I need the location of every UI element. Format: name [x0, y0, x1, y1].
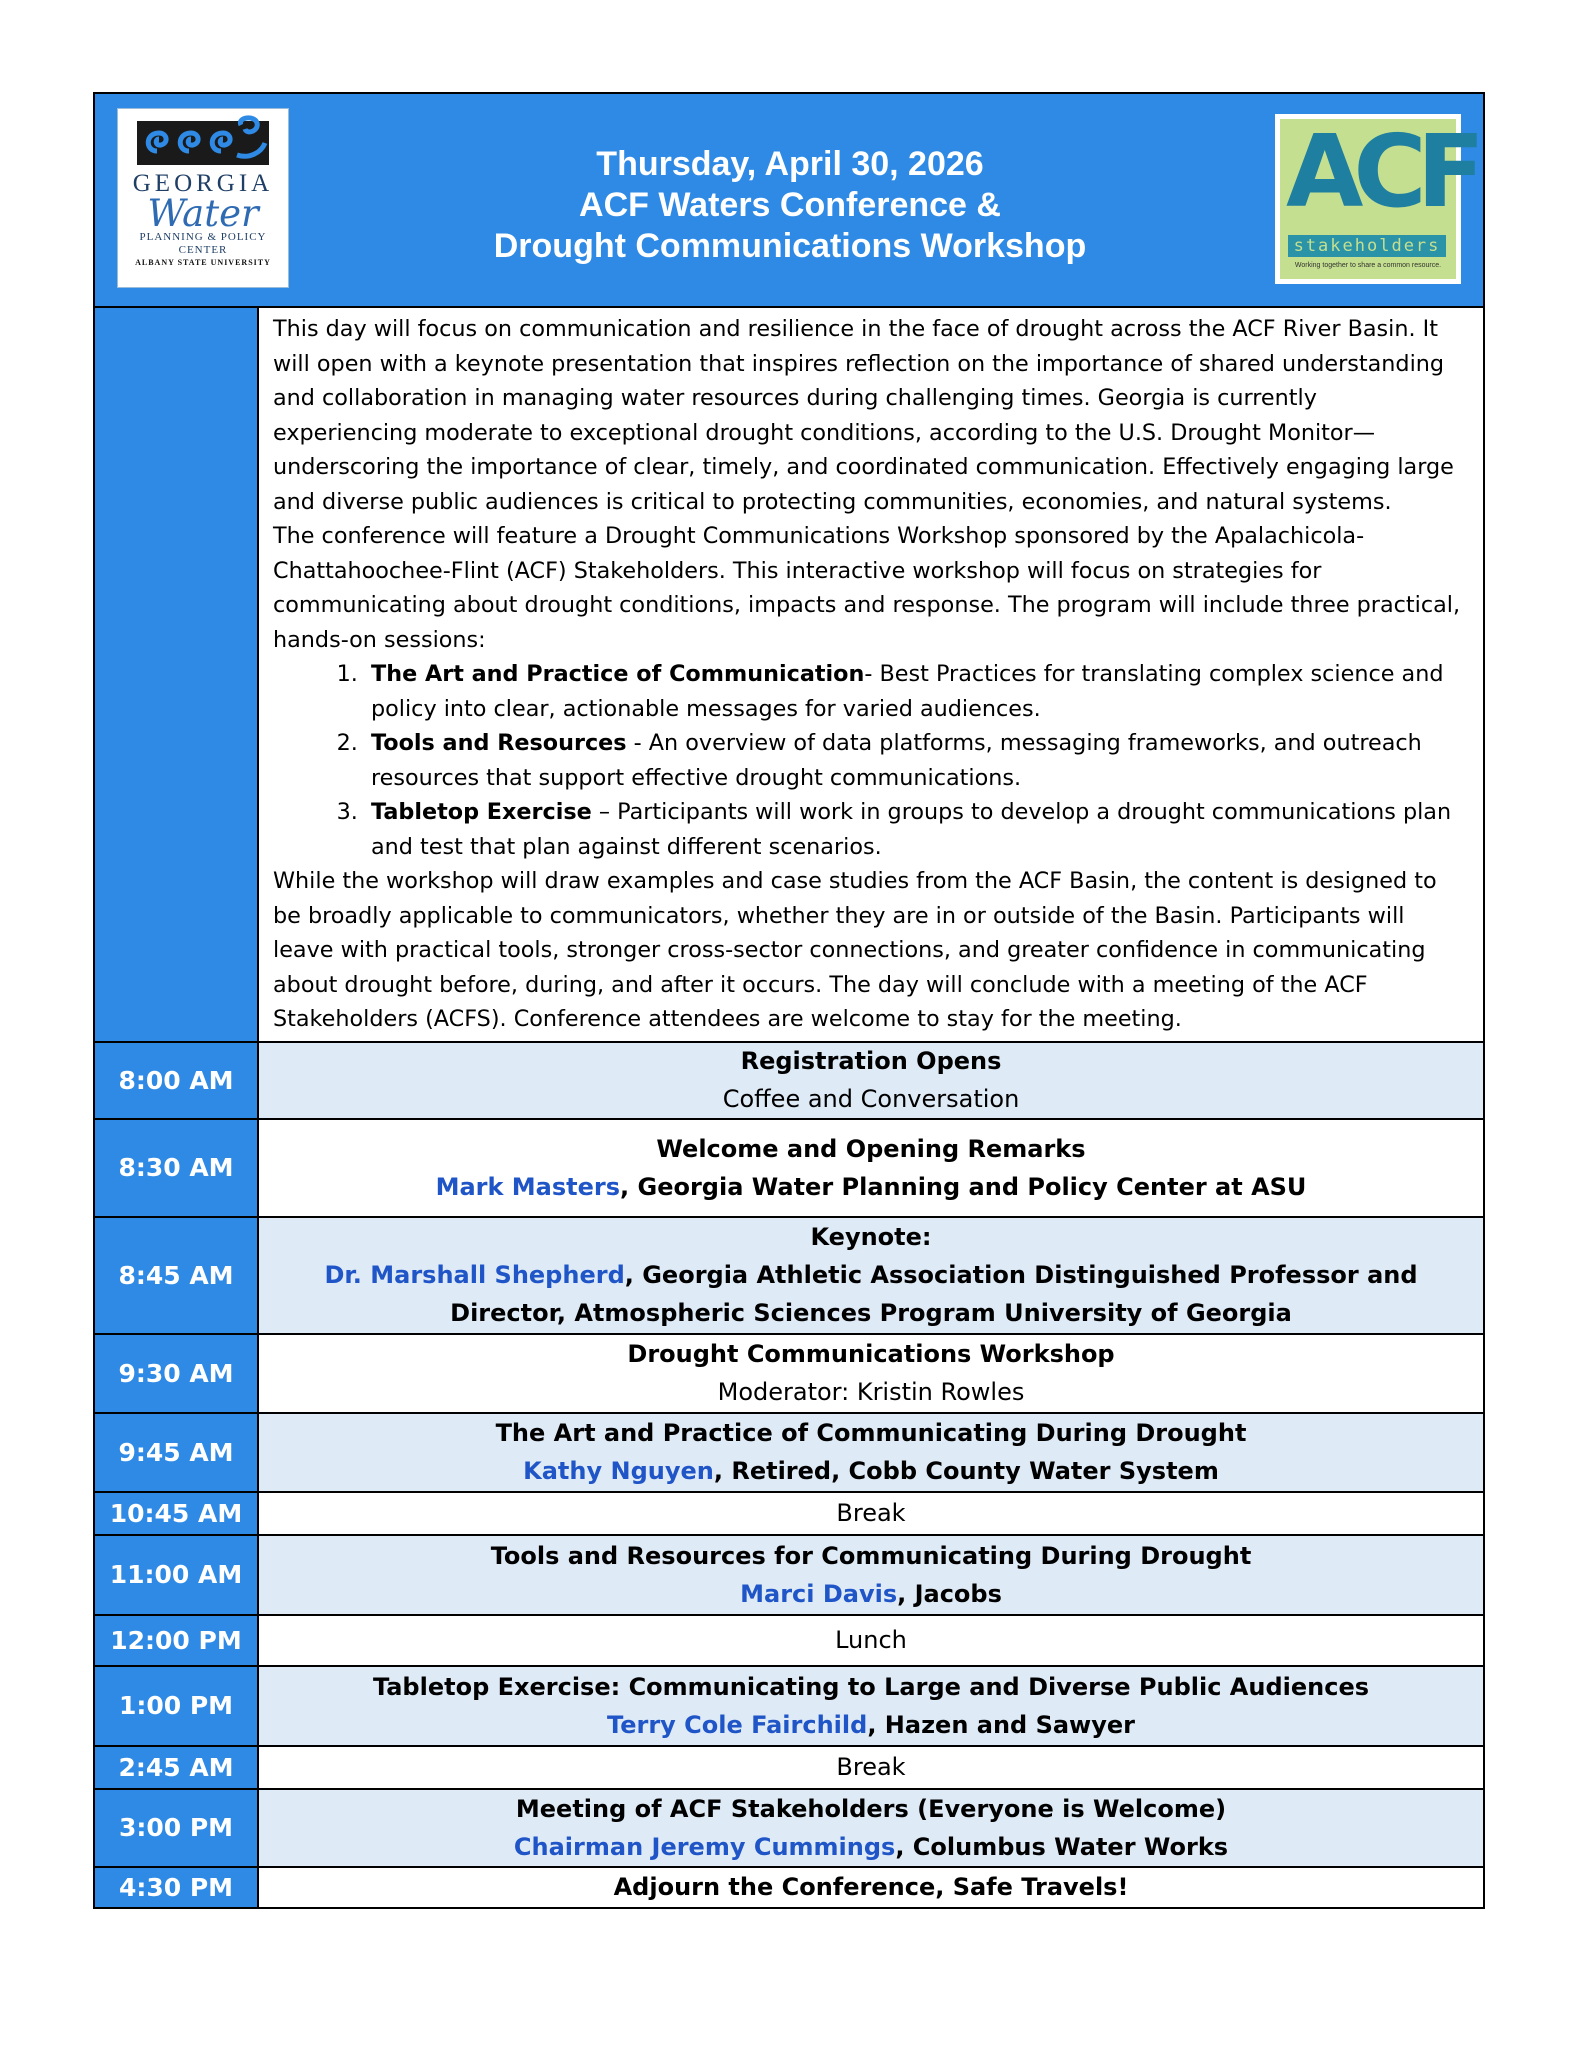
- time-cell: 10:45 AM: [95, 1493, 259, 1534]
- table-row: 8:45 AM Keynote: Dr. Marshall Shepherd, Georgia Athletic Association Distinguished Professor and Director, Atmospheric Sciences Program University of Georgia: [95, 1218, 1483, 1335]
- table-row: 10:45 AM Break: [95, 1493, 1483, 1536]
- time-cell: 8:30 AM: [95, 1120, 259, 1216]
- table-row: 9:30 AM Drought Communications Workshop Moderator: Kristin Rowles: [95, 1335, 1483, 1414]
- time-cell: 4:30 PM: [95, 1868, 259, 1907]
- time-cell: 9:30 AM: [95, 1335, 259, 1412]
- schedule-table: [95, 1043, 1483, 1907]
- table-row: 3:00 PM Meeting of ACF Stakeholders (Everyone is Welcome) Chairman Jeremy Cummings, Columbus Water Works: [95, 1790, 1483, 1868]
- speaker-name: Mark Masters: [435, 1172, 621, 1201]
- logo-georgia-text: GEORGIA: [132, 170, 274, 197]
- list-item: 3. Tabletop Exercise – Participants will work in groups to develop a drought communications plan and test that plan against different scenarios.: [365, 795, 1467, 864]
- time-cell: 1:00 PM: [95, 1667, 259, 1745]
- intro-section: [95, 308, 1483, 1043]
- time-cell: 3:00 PM: [95, 1790, 259, 1866]
- page-title: [395, 144, 1185, 267]
- time-cell: 2:45 AM: [95, 1747, 259, 1788]
- time-cell: 11:00 AM: [95, 1536, 259, 1614]
- title-conference: ACF Waters Conference &: [579, 186, 1001, 224]
- wave-logo-icon: [137, 115, 269, 171]
- speaker-name: Marci Davis: [740, 1579, 898, 1608]
- title-date: Thursday, April 30, 2026: [596, 145, 984, 183]
- list-item: 2. Tools and Resources - An overview of data platforms, messaging frameworks, and outreach resources that support effective drought communications.: [365, 726, 1467, 795]
- table-row: 12:00 PM Lunch: [95, 1616, 1483, 1667]
- acf-logo-text: ACF: [1286, 113, 1476, 230]
- intro-sidebar: [95, 308, 259, 1041]
- time-cell: 8:00 AM: [95, 1043, 259, 1118]
- table-row: 2:45 AM Break: [95, 1747, 1483, 1790]
- intro-text: [259, 308, 1483, 1041]
- logo-center-text: CENTER: [178, 244, 228, 256]
- list-item: 1. The Art and Practice of Communication- Best Practices for translating complex science and policy into clear, actionable messages for varied audiences.: [365, 657, 1467, 726]
- logo-asu-text: ALBANY STATE UNIVERSITY: [135, 258, 271, 267]
- acf-stakeholders-logo: [1275, 113, 1476, 284]
- intro-paragraph-2: The conference will feature a Drought Communications Workshop sponsored by the Apalachicola-Chattahoochee-Flint (ACF) Stakeholders. This interactive workshop will focus on strategies for communicating about drought conditions, impacts and response. The program will include three practical, hands-on sessions:: [273, 523, 1461, 653]
- title-workshop: Drought Communications Workshop: [493, 227, 1087, 265]
- table-row: 8:30 AM Welcome and Opening Remarks Mark Masters, Georgia Water Planning and Policy Center at ASU: [95, 1120, 1483, 1218]
- acf-stakeholders-text: stakeholders: [1288, 235, 1446, 257]
- time-cell: 9:45 AM: [95, 1414, 259, 1491]
- speaker-name: Dr. Marshall Shepherd: [324, 1261, 625, 1289]
- table-row: 8:00 AM Registration Opens Coffee and Conversation: [95, 1043, 1483, 1120]
- table-row: 1:00 PM Tabletop Exercise: Communicating to Large and Diverse Public Audiences Terry Cole Fairchild, Hazen and Sawyer: [95, 1667, 1483, 1747]
- agenda-frame: [93, 92, 1485, 1909]
- session-list: [273, 657, 1467, 864]
- table-row: 11:00 AM Tools and Resources for Communicating During Drought Marci Davis, Jacobs: [95, 1536, 1483, 1616]
- speaker-name: Terry Cole Fairchild: [607, 1710, 868, 1739]
- table-row: 4:30 PM Adjourn the Conference, Safe Travels!: [95, 1868, 1483, 1907]
- georgia-water-logo: [117, 108, 289, 288]
- logo-water-text: Water: [147, 192, 259, 235]
- acf-tagline: Working together to share a common resource.: [1294, 262, 1442, 269]
- table-row: 9:45 AM The Art and Practice of Communicating During Drought Kathy Nguyen, Retired, Cobb County Water System: [95, 1414, 1483, 1493]
- speaker-name: Kathy Nguyen: [523, 1457, 714, 1485]
- intro-paragraph-1: This day will focus on communication and resilience in the face of drought across the ACF River Basin. It will open with a keynote presentation that inspires reflection on the importance of shared understanding and collaboration in managing water resources during challenging times. Georgia is currently experiencing moderate to exceptional drought conditions, according to the U.S. Drought Monitor—underscoring the importance of clear, timely, and coordinated communication. Effectively engaging large and diverse public audiences is critical to protecting communities, economies, and natural systems.: [273, 316, 1454, 515]
- logo-ppc-text: PLANNING & POLICY: [139, 231, 267, 243]
- agenda-header: [95, 94, 1483, 308]
- time-cell: 12:00 PM: [95, 1616, 259, 1665]
- time-cell: 8:45 AM: [95, 1218, 259, 1333]
- intro-paragraph-3: While the workshop will draw examples and case studies from the ACF Basin, the content is designed to be broadly applicable to communicators, whether they are in or outside of the Basin. Participants will leave with practical tools, stronger cross-sector connections, and greater confidence in communicating about drought before, during, and after it occurs. The day will conclude with a meeting of the ACF Stakeholders (ACFS). Conference attendees are welcome to stay for the meeting.: [273, 868, 1437, 1032]
- speaker-name: Chairman Jeremy Cummings: [513, 1832, 896, 1861]
